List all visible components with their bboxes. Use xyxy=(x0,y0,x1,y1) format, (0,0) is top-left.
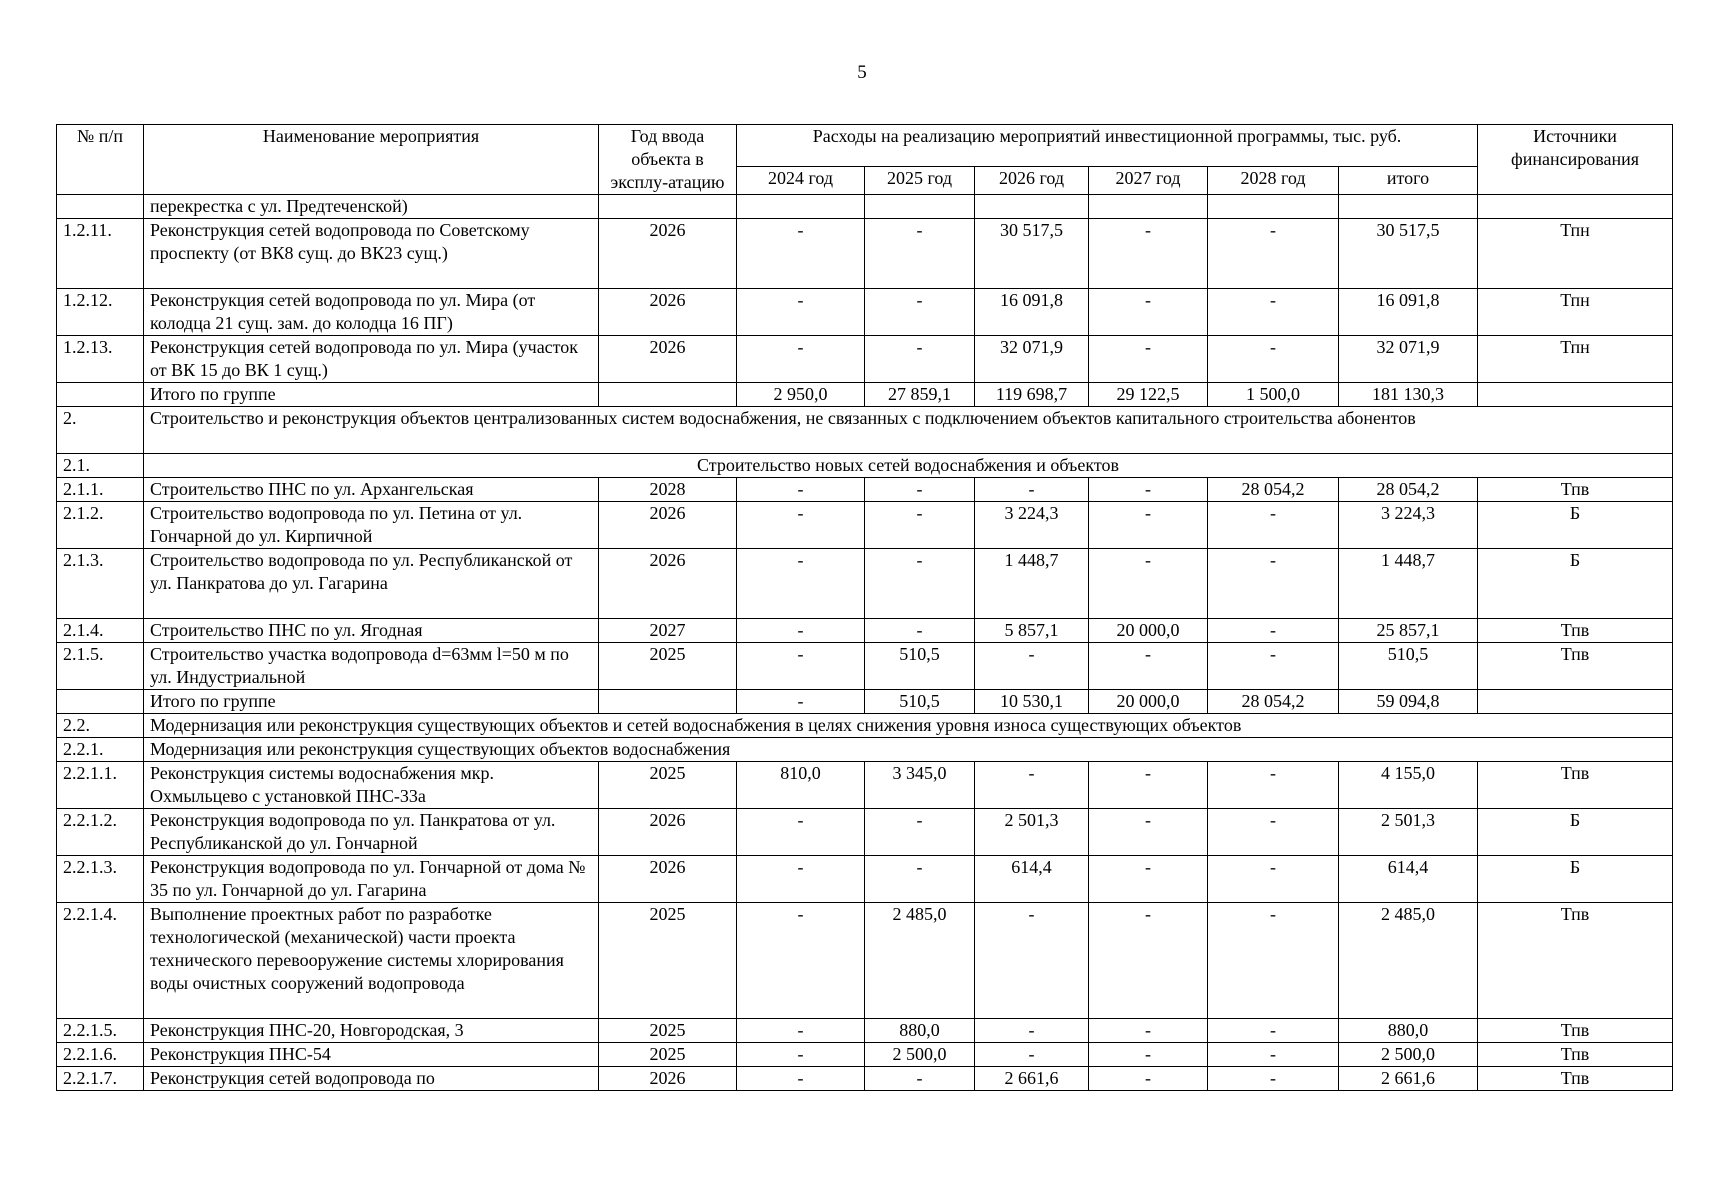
expense-2026: 119 698,7 xyxy=(975,383,1089,407)
expense-2024: - xyxy=(737,549,865,619)
expense-2028: - xyxy=(1208,1019,1339,1043)
commissioning-year: 2026 xyxy=(599,219,737,289)
commissioning-year: 2026 xyxy=(599,549,737,619)
expense-2024: - xyxy=(737,289,865,336)
funding-source: Тпв xyxy=(1478,762,1673,809)
table-row xyxy=(57,643,1673,690)
expense-2027: - xyxy=(1089,219,1208,289)
expense-2026 xyxy=(975,195,1089,219)
expense-2024: - xyxy=(737,1043,865,1067)
expense-2027: - xyxy=(1089,856,1208,903)
expense-2026: 5 857,1 xyxy=(975,619,1089,643)
expense-2026: 2 661,6 xyxy=(975,1067,1089,1091)
item-name: Реконструкция сетей водопровода по ул. Мира (участок от ВК 15 до ВК 1 сущ.) xyxy=(144,336,599,383)
expense-total: 181 130,3 xyxy=(1339,383,1478,407)
expense-2025: - xyxy=(865,809,975,856)
expense-2028: - xyxy=(1208,903,1339,1019)
expense-2024: - xyxy=(737,690,865,714)
expense-2026: 2 501,3 xyxy=(975,809,1089,856)
expense-2024: - xyxy=(737,619,865,643)
item-number: 2.1.4. xyxy=(57,619,144,643)
group-total-label: Итого по группе xyxy=(144,383,599,407)
header-row xyxy=(57,125,1673,167)
expense-2025: - xyxy=(865,549,975,619)
expense-2028: 1 500,0 xyxy=(1208,383,1339,407)
expense-2025 xyxy=(865,195,975,219)
expense-2025: 880,0 xyxy=(865,1019,975,1043)
item-number: 1.2.12. xyxy=(57,289,144,336)
commissioning-year: 2026 xyxy=(599,809,737,856)
section-row xyxy=(57,714,1673,738)
section-row xyxy=(57,454,1673,478)
table-body xyxy=(57,195,1673,1091)
expense-2026: - xyxy=(975,903,1089,1019)
item-number: 2.2.1.3. xyxy=(57,856,144,903)
item-name: Строительство участка водопровода d=63мм l=50 м по ул. Индустриальной xyxy=(144,643,599,690)
expense-2025: - xyxy=(865,289,975,336)
expense-total xyxy=(1339,195,1478,219)
expense-2028: - xyxy=(1208,549,1339,619)
expense-2025: - xyxy=(865,856,975,903)
item-number: 2.1.3. xyxy=(57,549,144,619)
commissioning-year: 2026 xyxy=(599,1067,737,1091)
header-year-2027: 2027 год xyxy=(1089,167,1208,195)
section-number: 2. xyxy=(57,407,144,454)
section-number: 2.1. xyxy=(57,454,144,478)
funding-source xyxy=(1478,383,1673,407)
expense-2026: 10 530,1 xyxy=(975,690,1089,714)
item-number: 1.2.13. xyxy=(57,336,144,383)
item-number: 2.1.1. xyxy=(57,478,144,502)
header-year-2028: 2028 год xyxy=(1208,167,1339,195)
item-name: Реконструкция системы водоснабжения мкр. Охмыльцево с установкой ПНС-33а xyxy=(144,762,599,809)
expense-2027: - xyxy=(1089,1019,1208,1043)
item-name: Строительство водопровода по ул. Петина от ул. Гончарной до ул. Кирпичной xyxy=(144,502,599,549)
funding-source: Тпн xyxy=(1478,289,1673,336)
funding-source: Тпн xyxy=(1478,336,1673,383)
table-row xyxy=(57,219,1673,289)
table-row xyxy=(57,1043,1673,1067)
expense-2027: - xyxy=(1089,762,1208,809)
funding-source: Тпв xyxy=(1478,1019,1673,1043)
funding-source: Тпв xyxy=(1478,1043,1673,1067)
expense-2028: - xyxy=(1208,219,1339,289)
item-number xyxy=(57,690,144,714)
section-title: Модернизация или реконструкция существующих объектов и сетей водоснабжения в целях снижения уровня износа существующих объектов xyxy=(144,714,1673,738)
commissioning-year: 2026 xyxy=(599,856,737,903)
expense-2027: 20 000,0 xyxy=(1089,619,1208,643)
expense-2026: - xyxy=(975,643,1089,690)
expense-2027: - xyxy=(1089,289,1208,336)
expense-total: 2 661,6 xyxy=(1339,1067,1478,1091)
table-row xyxy=(57,809,1673,856)
expense-2028: - xyxy=(1208,336,1339,383)
header-num: № п/п xyxy=(57,125,144,195)
expense-2026: 30 517,5 xyxy=(975,219,1089,289)
item-number: 2.1.5. xyxy=(57,643,144,690)
commissioning-year xyxy=(599,383,737,407)
expense-2025: 27 859,1 xyxy=(865,383,975,407)
item-name: Выполнение проектных работ по разработке технологической (механической) части проекта технического перевооружение системы хлорирования воды очистных сооружений водопровода xyxy=(144,903,599,1019)
section-number: 2.2. xyxy=(57,714,144,738)
section-title: Строительство и реконструкция объектов централизованных систем водоснабжения, не связанных с подключением объектов капитального строительства абонентов xyxy=(144,407,1673,454)
item-name: перекрестка с ул. Предтеченской) xyxy=(144,195,599,219)
expense-2028: - xyxy=(1208,643,1339,690)
funding-source xyxy=(1478,690,1673,714)
funding-source: Б xyxy=(1478,856,1673,903)
expense-2024: 810,0 xyxy=(737,762,865,809)
expense-2025: - xyxy=(865,1067,975,1091)
commissioning-year: 2028 xyxy=(599,478,737,502)
expense-2028: 28 054,2 xyxy=(1208,690,1339,714)
expense-total: 2 500,0 xyxy=(1339,1043,1478,1067)
commissioning-year: 2026 xyxy=(599,289,737,336)
header-year-2024: 2024 год xyxy=(737,167,865,195)
expense-2026: - xyxy=(975,1019,1089,1043)
header-name: Наименование мероприятия xyxy=(144,125,599,195)
expense-total: 16 091,8 xyxy=(1339,289,1478,336)
commissioning-year xyxy=(599,690,737,714)
expense-2026: 614,4 xyxy=(975,856,1089,903)
expense-total: 2 485,0 xyxy=(1339,903,1478,1019)
item-name: Реконструкция водопровода по ул. Панкратова от ул. Республиканской до ул. Гончарной xyxy=(144,809,599,856)
expense-2027 xyxy=(1089,195,1208,219)
expense-total: 1 448,7 xyxy=(1339,549,1478,619)
expense-2025: - xyxy=(865,619,975,643)
expense-total: 30 517,5 xyxy=(1339,219,1478,289)
item-number: 2.2.1.7. xyxy=(57,1067,144,1091)
header-expenses: Расходы на реализацию мероприятий инвестиционной программы, тыс. руб. xyxy=(737,125,1478,167)
expense-total: 32 071,9 xyxy=(1339,336,1478,383)
expense-2025: - xyxy=(865,502,975,549)
table-row xyxy=(57,619,1673,643)
expense-2028: - xyxy=(1208,289,1339,336)
table-row xyxy=(57,336,1673,383)
item-number: 2.2.1.5. xyxy=(57,1019,144,1043)
expense-2025: 3 345,0 xyxy=(865,762,975,809)
item-name: Реконструкция ПНС-54 xyxy=(144,1043,599,1067)
funding-source: Б xyxy=(1478,502,1673,549)
section-title: Строительство новых сетей водоснабжения и объектов xyxy=(144,454,1673,478)
expense-2028: 28 054,2 xyxy=(1208,478,1339,502)
funding-source: Б xyxy=(1478,549,1673,619)
group-total-row xyxy=(57,383,1673,407)
group-total-row xyxy=(57,690,1673,714)
expense-2026: - xyxy=(975,1043,1089,1067)
expense-total: 28 054,2 xyxy=(1339,478,1478,502)
table-row xyxy=(57,856,1673,903)
item-name: Реконструкция водопровода по ул. Гончарной от дома № 35 по ул. Гончарной до ул. Гагарина xyxy=(144,856,599,903)
expense-total: 59 094,8 xyxy=(1339,690,1478,714)
commissioning-year: 2026 xyxy=(599,502,737,549)
commissioning-year: 2025 xyxy=(599,643,737,690)
table-row xyxy=(57,1067,1673,1091)
commissioning-year: 2025 xyxy=(599,1043,737,1067)
expense-2028: - xyxy=(1208,1043,1339,1067)
expense-2026: 1 448,7 xyxy=(975,549,1089,619)
table-row xyxy=(57,762,1673,809)
table-row xyxy=(57,478,1673,502)
expense-2028 xyxy=(1208,195,1339,219)
expense-2025: 2 500,0 xyxy=(865,1043,975,1067)
expense-2024: - xyxy=(737,502,865,549)
expense-2028: - xyxy=(1208,1067,1339,1091)
expense-2024: 2 950,0 xyxy=(737,383,865,407)
group-total-label: Итого по группе xyxy=(144,690,599,714)
table-row xyxy=(57,289,1673,336)
expense-2025: 510,5 xyxy=(865,643,975,690)
header-year-2026: 2026 год xyxy=(975,167,1089,195)
header-sources: Источники финансирования xyxy=(1478,125,1673,195)
funding-source: Тпн xyxy=(1478,219,1673,289)
expense-total: 880,0 xyxy=(1339,1019,1478,1043)
table-row xyxy=(57,903,1673,1019)
expense-2026: 16 091,8 xyxy=(975,289,1089,336)
expense-2027: - xyxy=(1089,1067,1208,1091)
header-year-total: итого xyxy=(1339,167,1478,195)
item-number: 1.2.11. xyxy=(57,219,144,289)
commissioning-year: 2026 xyxy=(599,336,737,383)
expense-2024: - xyxy=(737,478,865,502)
item-name: Строительство ПНС по ул. Ягодная xyxy=(144,619,599,643)
expense-total: 2 501,3 xyxy=(1339,809,1478,856)
expense-2027: - xyxy=(1089,336,1208,383)
expense-2027: - xyxy=(1089,1043,1208,1067)
expense-2028: - xyxy=(1208,856,1339,903)
expense-2028: - xyxy=(1208,762,1339,809)
item-number: 2.2.1.1. xyxy=(57,762,144,809)
expense-2025: - xyxy=(865,478,975,502)
expense-2027: - xyxy=(1089,903,1208,1019)
expense-2027: - xyxy=(1089,809,1208,856)
item-number: 2.2.1.2. xyxy=(57,809,144,856)
funding-source: Тпв xyxy=(1478,903,1673,1019)
commissioning-year: 2025 xyxy=(599,762,737,809)
expense-total: 3 224,3 xyxy=(1339,502,1478,549)
expense-2024: - xyxy=(737,903,865,1019)
table-row xyxy=(57,1019,1673,1043)
commissioning-year: 2025 xyxy=(599,1019,737,1043)
section-row xyxy=(57,407,1673,454)
expense-2025: 510,5 xyxy=(865,690,975,714)
expense-2025: - xyxy=(865,336,975,383)
expense-total: 4 155,0 xyxy=(1339,762,1478,809)
item-number xyxy=(57,195,144,219)
expense-2024 xyxy=(737,195,865,219)
expense-2027: 20 000,0 xyxy=(1089,690,1208,714)
item-name: Реконструкция ПНС-20, Новгородская, 3 xyxy=(144,1019,599,1043)
expense-2028: - xyxy=(1208,619,1339,643)
expense-2027: - xyxy=(1089,549,1208,619)
expense-2026: 32 071,9 xyxy=(975,336,1089,383)
item-name: Строительство водопровода по ул. Республиканской от ул. Панкратова до ул. Гагарина xyxy=(144,549,599,619)
expense-2024: - xyxy=(737,219,865,289)
funding-source xyxy=(1478,195,1673,219)
item-number: 2.2.1.4. xyxy=(57,903,144,1019)
section-title: Модернизация или реконструкция существующих объектов водоснабжения xyxy=(144,738,1673,762)
item-number xyxy=(57,383,144,407)
expense-2026: 3 224,3 xyxy=(975,502,1089,549)
table-row xyxy=(57,195,1673,219)
section-row xyxy=(57,738,1673,762)
expense-2024: - xyxy=(737,643,865,690)
funding-source: Тпв xyxy=(1478,619,1673,643)
item-name: Реконструкция сетей водопровода по Советскому проспекту (от ВК8 сущ. до ВК23 сущ.) xyxy=(144,219,599,289)
item-number: 2.1.2. xyxy=(57,502,144,549)
funding-source: Б xyxy=(1478,809,1673,856)
expense-2027: - xyxy=(1089,478,1208,502)
item-number: 2.2.1.6. xyxy=(57,1043,144,1067)
investment-program-table xyxy=(56,124,1673,1091)
expense-total: 25 857,1 xyxy=(1339,619,1478,643)
funding-source: Тпв xyxy=(1478,643,1673,690)
expense-2025: 2 485,0 xyxy=(865,903,975,1019)
expense-2024: - xyxy=(737,1019,865,1043)
header-year-2025: 2025 год xyxy=(865,167,975,195)
expense-2027: - xyxy=(1089,643,1208,690)
section-number: 2.2.1. xyxy=(57,738,144,762)
table-row xyxy=(57,549,1673,619)
expense-2024: - xyxy=(737,856,865,903)
expense-total: 510,5 xyxy=(1339,643,1478,690)
expense-2028: - xyxy=(1208,502,1339,549)
funding-source: Тпв xyxy=(1478,1067,1673,1091)
item-name: Реконструкция сетей водопровода по ул. Мира (от колодца 21 сущ. зам. до колодца 16 ПГ) xyxy=(144,289,599,336)
commissioning-year xyxy=(599,195,737,219)
page-number: 5 xyxy=(857,62,867,83)
expense-2025: - xyxy=(865,219,975,289)
commissioning-year: 2025 xyxy=(599,903,737,1019)
item-name: Строительство ПНС по ул. Архангельская xyxy=(144,478,599,502)
expense-2024: - xyxy=(737,336,865,383)
expense-2024: - xyxy=(737,809,865,856)
commissioning-year: 2027 xyxy=(599,619,737,643)
item-name: Реконструкция сетей водопровода по xyxy=(144,1067,599,1091)
expense-2026: - xyxy=(975,762,1089,809)
expense-2024: - xyxy=(737,1067,865,1091)
expense-2026: - xyxy=(975,478,1089,502)
expense-total: 614,4 xyxy=(1339,856,1478,903)
header-year-input: Год ввода объекта в эксплу-атацию xyxy=(599,125,737,195)
expense-2027: - xyxy=(1089,502,1208,549)
expense-2027: 29 122,5 xyxy=(1089,383,1208,407)
table-row xyxy=(57,502,1673,549)
funding-source: Тпв xyxy=(1478,478,1673,502)
expense-2028: - xyxy=(1208,809,1339,856)
